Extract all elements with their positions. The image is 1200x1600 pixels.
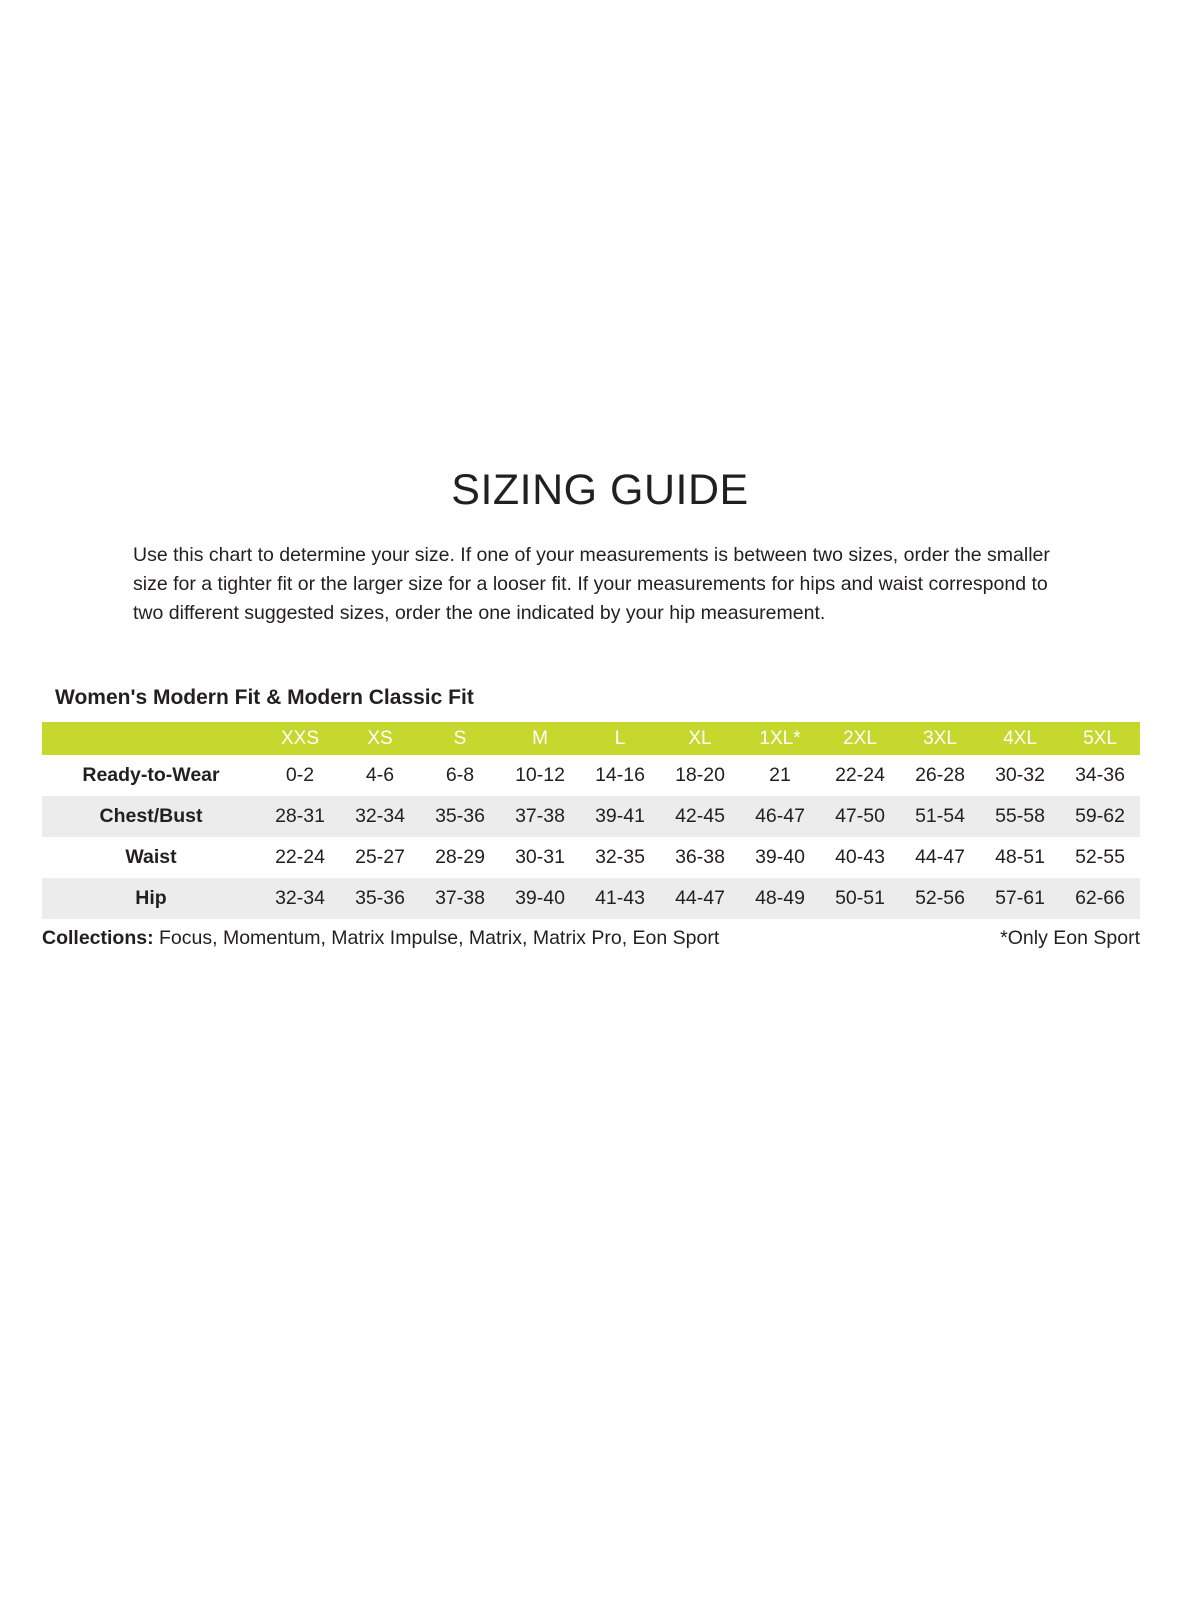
size-cell: 51-54 <box>915 805 965 827</box>
size-cell: 30-31 <box>515 846 565 868</box>
size-cell: 46-47 <box>755 805 805 827</box>
size-cell: 57-61 <box>995 887 1045 909</box>
size-cell: 55-58 <box>995 805 1045 827</box>
size-cell: 28-29 <box>435 846 485 868</box>
size-cell: 41-43 <box>595 887 645 909</box>
table-footnotes <box>42 927 1140 950</box>
size-cell: 47-50 <box>835 805 885 827</box>
size-cell: 40-43 <box>835 846 885 868</box>
size-column-header-empty <box>42 722 260 755</box>
size-cell: 22-24 <box>275 846 325 868</box>
size-cell: 36-38 <box>675 846 725 868</box>
size-column-header: 2XL <box>820 722 900 755</box>
size-cell: 37-38 <box>435 887 485 909</box>
header-row <box>42 722 1140 755</box>
size-cell: 48-51 <box>995 846 1045 868</box>
size-cell: 59-62 <box>1075 805 1125 827</box>
size-column-header: XL <box>660 722 740 755</box>
size-cell: 10-12 <box>515 764 565 786</box>
size-cell: 39-40 <box>515 887 565 909</box>
table-row-waist <box>42 837 1140 878</box>
size-column-header: 4XL <box>980 722 1060 755</box>
size-cell: 39-40 <box>755 846 805 868</box>
size-cell: 30-32 <box>995 764 1045 786</box>
collections-value: Focus, Momentum, Matrix Impulse, Matrix, Matrix Pro, Eon Sport <box>153 927 720 949</box>
table-row-chest-bust <box>42 796 1140 837</box>
table-row-ready-to-wear <box>42 755 1140 796</box>
size-cell: 25-27 <box>355 846 405 868</box>
size-cell: 32-34 <box>355 805 405 827</box>
size-cell: 32-34 <box>275 887 325 909</box>
size-column-header: L <box>580 722 660 755</box>
size-table <box>42 722 1140 919</box>
size-cell: 21 <box>769 764 791 786</box>
size-cell: 34-36 <box>1075 764 1125 786</box>
size-cell: 42-45 <box>675 805 725 827</box>
collections-label: Collections: <box>42 927 154 949</box>
size-cell: 4-6 <box>365 764 395 786</box>
asterisk-note: *Only Eon Sport <box>1000 927 1140 949</box>
size-cell: 48-49 <box>755 887 805 909</box>
size-cell: 18-20 <box>675 764 725 786</box>
size-cell: 14-16 <box>595 764 645 786</box>
size-table-header <box>42 722 1140 755</box>
row-label: Waist <box>125 846 177 868</box>
size-cell: 37-38 <box>515 805 565 827</box>
size-cell: 50-51 <box>835 887 885 909</box>
table-row-hip <box>42 878 1140 919</box>
size-cell: 39-41 <box>595 805 645 827</box>
size-cell: 22-24 <box>835 764 885 786</box>
size-cell: 35-36 <box>435 805 485 827</box>
size-cell: 52-55 <box>1075 846 1125 868</box>
size-column-header: XXS <box>260 722 340 755</box>
intro-text: Use this chart to determine your size. If one of your measurements is between two sizes, order the smaller size for a tighter fit or the larger size for a looser fit. If your measurements for hips and waist correspond to two different suggested sizes, order the one indicated by your hip measurement. <box>133 544 1050 624</box>
section-heading: Women's Modern Fit & Modern Classic Fit <box>55 686 474 709</box>
size-cell: 44-47 <box>675 887 725 909</box>
size-cell: 0-2 <box>285 764 315 786</box>
size-cell: 26-28 <box>915 764 965 786</box>
size-column-header: 1XL* <box>740 722 820 755</box>
size-cell: 6-8 <box>445 764 475 786</box>
size-column-header: 5XL <box>1060 722 1140 755</box>
size-column-header: M <box>500 722 580 755</box>
page-title: SIZING GUIDE <box>451 466 749 514</box>
collections-line <box>42 927 719 950</box>
size-cell: 52-56 <box>915 887 965 909</box>
size-cell: 32-35 <box>595 846 645 868</box>
size-cell: 28-31 <box>275 805 325 827</box>
row-label: Ready-to-Wear <box>82 764 220 786</box>
size-column-header: XS <box>340 722 420 755</box>
size-cell: 35-36 <box>355 887 405 909</box>
size-column-header: 3XL <box>900 722 980 755</box>
row-label: Hip <box>135 887 167 909</box>
size-column-header: S <box>420 722 500 755</box>
row-label: Chest/Bust <box>99 805 203 827</box>
size-cell: 62-66 <box>1075 887 1125 909</box>
size-cell: 44-47 <box>915 846 965 868</box>
